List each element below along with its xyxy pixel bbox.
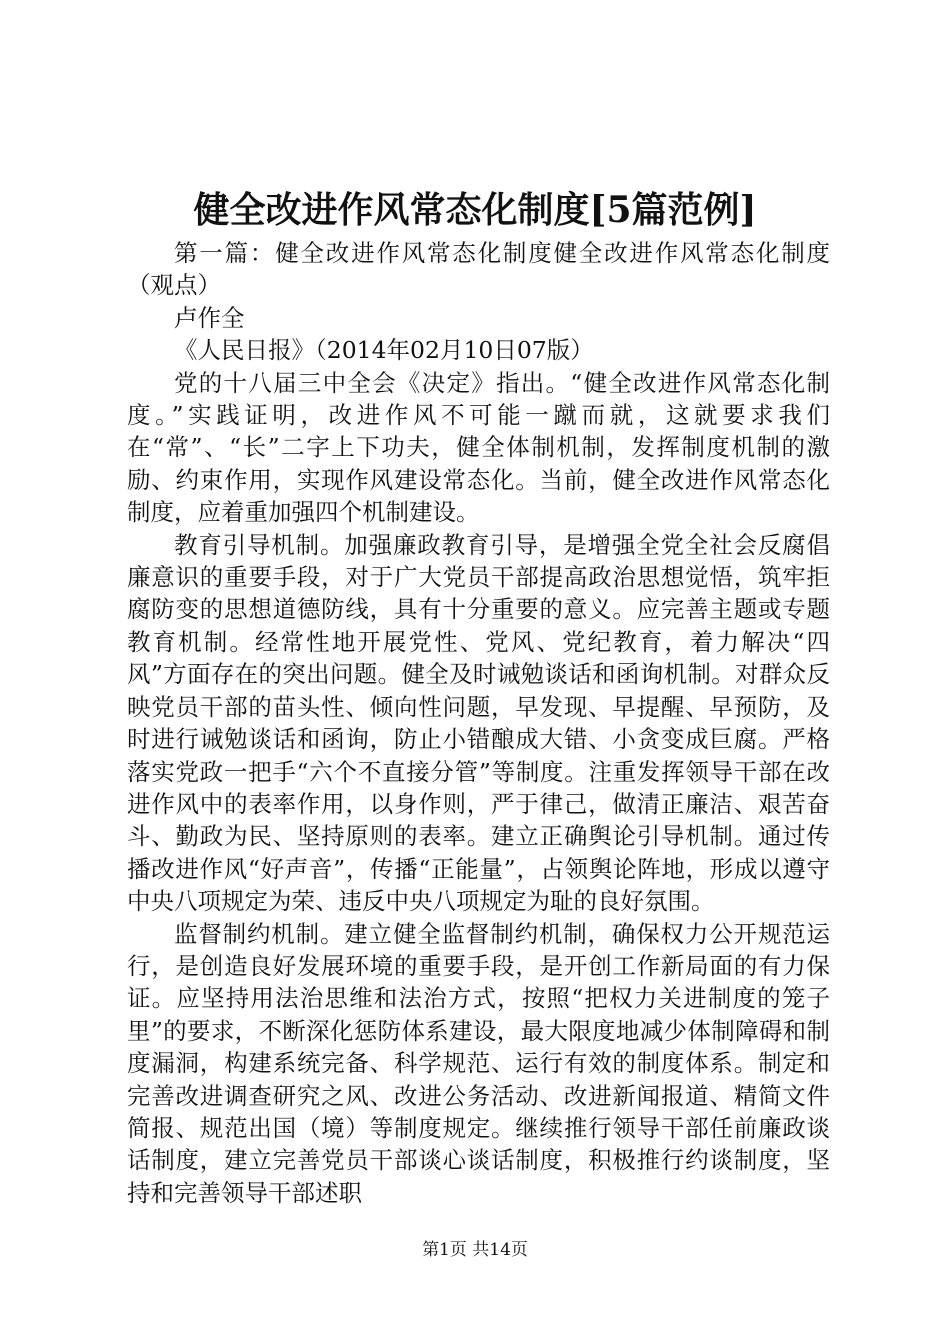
paragraph-chapter-heading: 第一篇：健全改进作风常态化制度健全改进作风常态化制度（观点）	[127, 239, 830, 300]
paragraph-intro: 党的十八届三中全会《决定》指出。“健全改进作风常态化制度。”实践证明，改进作风不可能一蹴而就，这就要求我们在“常”、“长”二字上下功夫，健全体制机制，发挥制度机制的激励、约束作用，实现作风建设常态化。当前，健全改进作风常态化制度，应着重加强四个机制建设。	[127, 368, 830, 527]
paragraph-education-mechanism: 教育引导机制。加强廉政教育引导，是增强全党全社会反腐倡廉意识的重要手段，对于广大党员干部提高政治思想觉悟，筑牢拒腐防变的思想道德防线，具有十分重要的意义。应完善主题或专题教育机制。经常性地开展党性、党风、党纪教育，着力解决“四风”方面存在的突出问题。健全及时诫勉谈话和函询机制。对群众反映党员干部的苗头性、倾向性问题，早发现、早提醒、早预防，及时进行诫勉谈话和函询，防止小错酿成大错、小贪变成巨腐。严格落实党政一把手“六个不直接分管”等制度。注重发挥领导干部在改进作风中的表率作用，以身作则，严于律己，做清正廉洁、艰苦奋斗、勤政为民、坚持原则的表率。建立正确舆论引导机制。通过传播改进作风“好声音”，传播“正能量”，占领舆论阵地，形成以遵守中央八项规定为荣、违反中央八项规定为耻的良好氛围。	[127, 530, 830, 916]
document-title: 健全改进作风常态化制度[5篇范例]	[193, 189, 757, 231]
page-number-footer: 第1页 共14页	[422, 1240, 528, 1260]
paragraph-source: 《人民日报》（2014年02月10日07版）	[174, 336, 594, 365]
paragraph-supervision-mechanism: 监督制约机制。建立健全监督制约机制，确保权力公开规范运行，是创造良好发展环境的重要手段，是开创工作新局面的有力保证。应坚持用法治思维和法治方式，按照“把权力关进制度的笼子里”的要求，不断深化惩防体系建设，最大限度地减少体制障碍和制度漏洞，构建系统完备、科学规范、运行有效的制度体系。制定和完善改进调查研究之风、改进公务活动、改进新闻报道、精简文件简报、规范出国（境）等制度规定。继续推行领导干部任前廉政谈话制度，建立完善党员干部谈心谈话制度，积极推行约谈制度，坚持和完善领导干部述职	[127, 919, 830, 1207]
paragraph-author: 卢作全	[174, 303, 245, 332]
document-body	[127, 237, 830, 1209]
